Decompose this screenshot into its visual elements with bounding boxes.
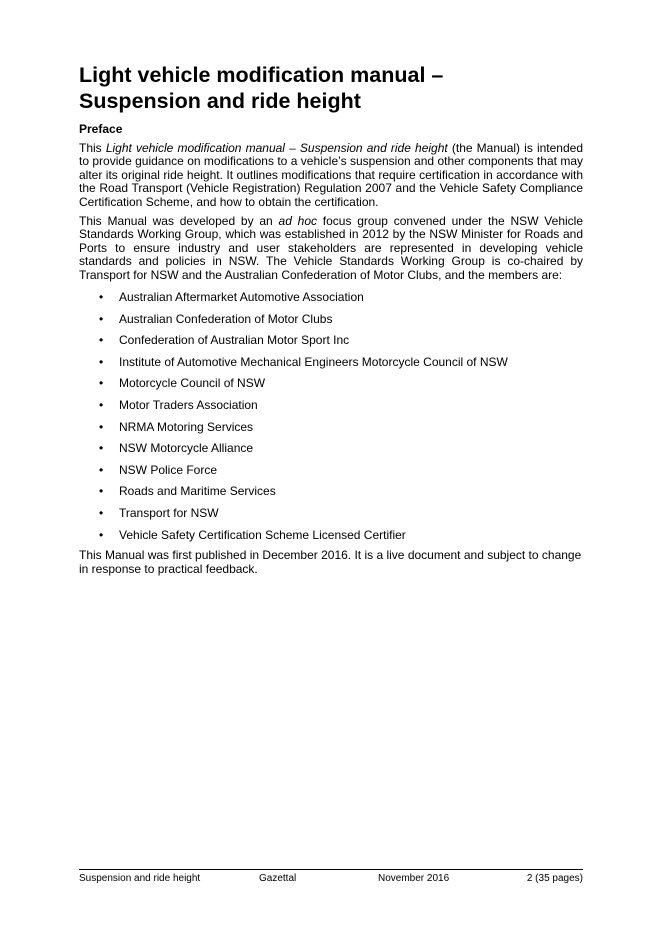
list-item: • NSW Police Force bbox=[99, 462, 218, 477]
bullet: • bbox=[99, 441, 104, 456]
list-item: • Motorcycle Council of NSW bbox=[99, 376, 266, 391]
bullet: • bbox=[99, 527, 104, 542]
bullet: • bbox=[99, 290, 104, 305]
bullet: • bbox=[99, 462, 104, 477]
paragraph-publication: This Manual was first published in December 2016. It is a live document and subject to change in response to practical feedback. bbox=[79, 548, 582, 576]
bullet: • bbox=[99, 506, 104, 520]
paragraph-intro-text: (the Manual) is intended to provide guidance on modifications to a vehicle’s suspension and other components that may alter its original ride height. It outlines modifications that require certification in accordance with the Road Transport (Vehicle Registration) Regulation 2007 and the Vehicle Safety Compliance Certification Scheme, and how to obtain the certification. bbox=[79, 141, 583, 209]
paragraph-intro: This Light vehicle modification manual – Suspension and ride height (the Manual) is intended to provide guidance on modifications to a vehicle’s suspension and other components that may alter its original ride height. It outlines modifications that require certification in accordance with the Road Transport (Vehicle Registration) Regulation 2007 and the Vehicle Safety Compliance Certification Scheme, and how to obtain the certification. bbox=[79, 141, 583, 209]
document-title bbox=[79, 62, 583, 114]
bullet: • bbox=[99, 484, 104, 499]
bullet: • bbox=[99, 419, 104, 434]
footer-doc-name: Suspension and ride height bbox=[79, 873, 201, 884]
list-item: • NSW Motorcycle Alliance bbox=[99, 441, 254, 456]
title-line-2: Suspension and ride height bbox=[79, 89, 361, 113]
members-list bbox=[79, 290, 583, 542]
footer-date: November 2016 bbox=[378, 873, 450, 884]
list-item: • Motor Traders Association bbox=[99, 398, 258, 413]
title-line-1: Light vehicle modification manual – bbox=[79, 63, 444, 87]
section-heading: Preface bbox=[79, 122, 123, 136]
page-footer bbox=[79, 869, 583, 887]
paragraph-development bbox=[79, 215, 583, 282]
paragraph-development-start: This Manual was developed by an bbox=[79, 214, 279, 229]
bullet: • bbox=[99, 311, 104, 326]
paragraph-development-rest: focus group convened under the NSW Vehicle Standards Working Group, which was established in 2012 by the NSW Minister for Roads and Ports to ensure industry and user stakeholders are represented in developing vehicle standards and policies in NSW. The Vehicle Standards Working Group is co-chaired by Transport for NSW and the Australian Confederation of Motor Clubs, and the members are: bbox=[79, 214, 583, 282]
manual-title-italic: Light vehicle modification manual – Suspension and ride height bbox=[105, 141, 448, 155]
list-item: • Confederation of Australian Motor Sport Inc bbox=[99, 333, 350, 348]
list-item: • Roads and Maritime Services bbox=[99, 484, 276, 499]
list-item: • Transport for NSW bbox=[99, 506, 219, 520]
list-item: • Australian Aftermarket Automotive Association bbox=[99, 290, 364, 305]
ad-hoc-italic: ad hoc bbox=[278, 214, 317, 229]
list-item: • Institute of Automotive Mechanical Engineers Motorcycle Council of NSW bbox=[99, 354, 508, 369]
bullet: • bbox=[99, 354, 104, 369]
list-item: • NRMA Motoring Services bbox=[99, 419, 254, 434]
bullet: • bbox=[99, 333, 104, 348]
bullet: • bbox=[99, 398, 104, 413]
footer-page-number: 2 (35 pages) bbox=[526, 873, 583, 884]
list-item: • Australian Confederation of Motor Clubs bbox=[99, 311, 333, 326]
list-item: • Vehicle Safety Certification Scheme Licensed Certifier bbox=[99, 527, 406, 542]
bullet: • bbox=[99, 376, 104, 391]
page-content bbox=[79, 62, 583, 582]
footer-status: Gazettal bbox=[259, 873, 297, 884]
